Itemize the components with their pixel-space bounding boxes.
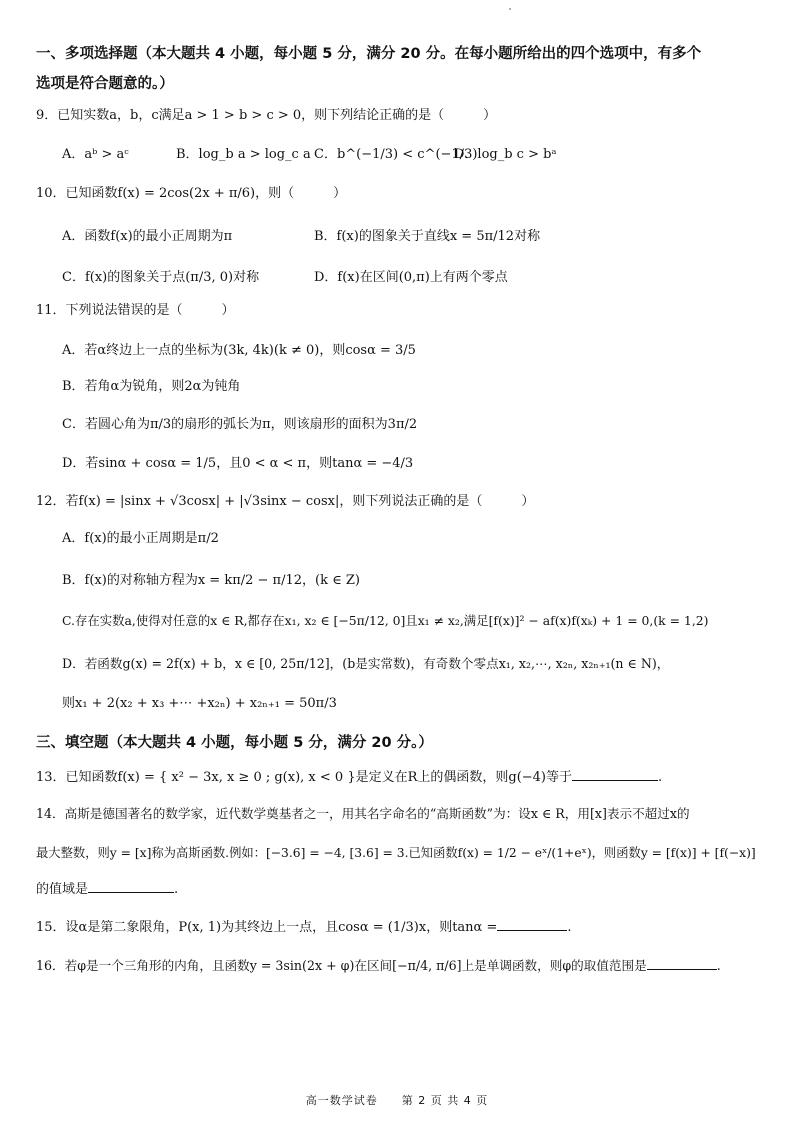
answer-blank-14[interactable] — [88, 878, 174, 893]
option-10a: A．函数f(x)的最小正周期为π — [62, 229, 233, 244]
question-13: 13．已知函数f(x) = { x² − 3x, x ≥ 0 ; g(x), x < 0 }是定义在R上的偶函数，则g(−4)等于 . — [36, 766, 764, 788]
option-9b: B．log_b a > log_c a — [176, 147, 311, 162]
question-9-stem: 9．已知实数a，b，c满足a > 1 > b > c > 0，则下列结论正确的是（ ） — [36, 108, 497, 123]
question-16: 16．若φ是一个三角形的内角，且函数y = 3sin(2x + φ)在区间[−π/4, π/6]上是单调函数，则φ的取值范围是 . — [36, 955, 764, 976]
page-footer: 高一数学试卷 第 2 页 共 4 页 — [305, 1094, 489, 1107]
question-10-options-row2 — [62, 268, 764, 290]
option-11c: C．若圆心角为π/3的扇形的弧长为π，则该扇形的面积为3π/2 — [62, 417, 418, 432]
scan-dot — [509, 8, 511, 10]
option-11d: D．若sinα + cosα = 1/5，且0 < α < π，则tanα = −4/3 — [62, 456, 414, 471]
question-12-stem: 12．若f(x) = |sinx + √3cosx| + |√3sinx − cosx|，则下列说法正确的是（ ） — [36, 494, 535, 509]
option-9a: A．aᵇ > aᶜ — [62, 147, 129, 162]
option-10d: D．f(x)在区间(0,π)上有两个零点 — [314, 270, 508, 285]
question-10-options-row1 — [62, 227, 764, 249]
option-10b: B．f(x)的图象关于直线x = 5π/12对称 — [314, 229, 541, 244]
question-14-line3: 的值域是 . — [36, 878, 764, 900]
option-12a: A．f(x)的最小正周期是π/2 — [62, 531, 219, 546]
answer-blank-16[interactable] — [647, 955, 717, 970]
option-12d-cont: 则x₁ + 2(x₂ + x₃ +⋯ +x₂ₙ) + x₂ₙ₊₁ = 50π/3 — [62, 696, 337, 711]
question-15: 15．设α是第二象限角，P(x, 1)为其终边上一点，且cosα = (1/3)x，则tanα = . — [36, 916, 764, 938]
question-14-line2: 最大整数，则y = [x]称为高斯函数.例如：[−3.6] = −4, [3.6] = 3.已知函数f(x) = 1/2 − eˣ/(1+eˣ)，则函数y = [f(x)] + [f(−x)] — [36, 846, 756, 860]
option-12c: C.存在实数a,使得对任意的x ∈ R,都存在x₁, x₂ ∈ [−5π/12, 0]且x₁ ≠ x₂,满足[f(x)]² − af(x)f(xₖ) + 1 = 0,(k = 1,2) — [62, 613, 709, 628]
question-9-options — [62, 145, 764, 167]
answer-blank-13[interactable] — [572, 766, 658, 781]
option-11a: A．若α终边上一点的坐标为(3k, 4k)(k ≠ 0)，则cosα = 3/5 — [62, 343, 416, 358]
option-12d: D．若函数g(x) = 2f(x) + b，x ∈ [0, 25π/12]，(b是实常数)，有奇数个零点x₁, x₂,⋯, x₂ₙ, x₂ₙ₊₁(n ∈ N)， — [62, 656, 670, 671]
section-title-multi: 一、多项选择题（本大题共 4 小题，每小题 5 分，满分 20 分。在每小题所给出的四个选项中，有多个 — [36, 46, 702, 62]
question-10-stem: 10．已知函数f(x) = 2cos(2x + π/6)，则（ ） — [36, 186, 347, 201]
option-12b: B．f(x)的对称轴方程为x = kπ/2 − π/12，(k ∈ Z) — [62, 573, 360, 588]
option-9c: C．b^(−1/3) < c^(−1/3) — [314, 147, 478, 162]
question-11-stem: 11．下列说法错误的是（ ） — [36, 303, 235, 318]
section-title-fill: 三、填空题（本大题共 4 小题，每小题 5 分，满分 20 分。） — [36, 735, 433, 751]
section-title-multi-cont: 选项是符合题意的。） — [36, 76, 174, 92]
answer-blank-15[interactable] — [497, 916, 567, 931]
option-10c: C．f(x)的图象关于点(π/3, 0)对称 — [62, 270, 260, 285]
question-14-line1: 14．高斯是德国著名的数学家，近代数学奠基者之一，用其名字命名的“高斯函数”为：设x ∈ R，用[x]表示不超过x的 — [36, 806, 690, 821]
option-11b: B．若角α为锐角，则2α为钝角 — [62, 379, 241, 394]
option-9d: D．log_b c > bᵃ — [454, 147, 557, 162]
